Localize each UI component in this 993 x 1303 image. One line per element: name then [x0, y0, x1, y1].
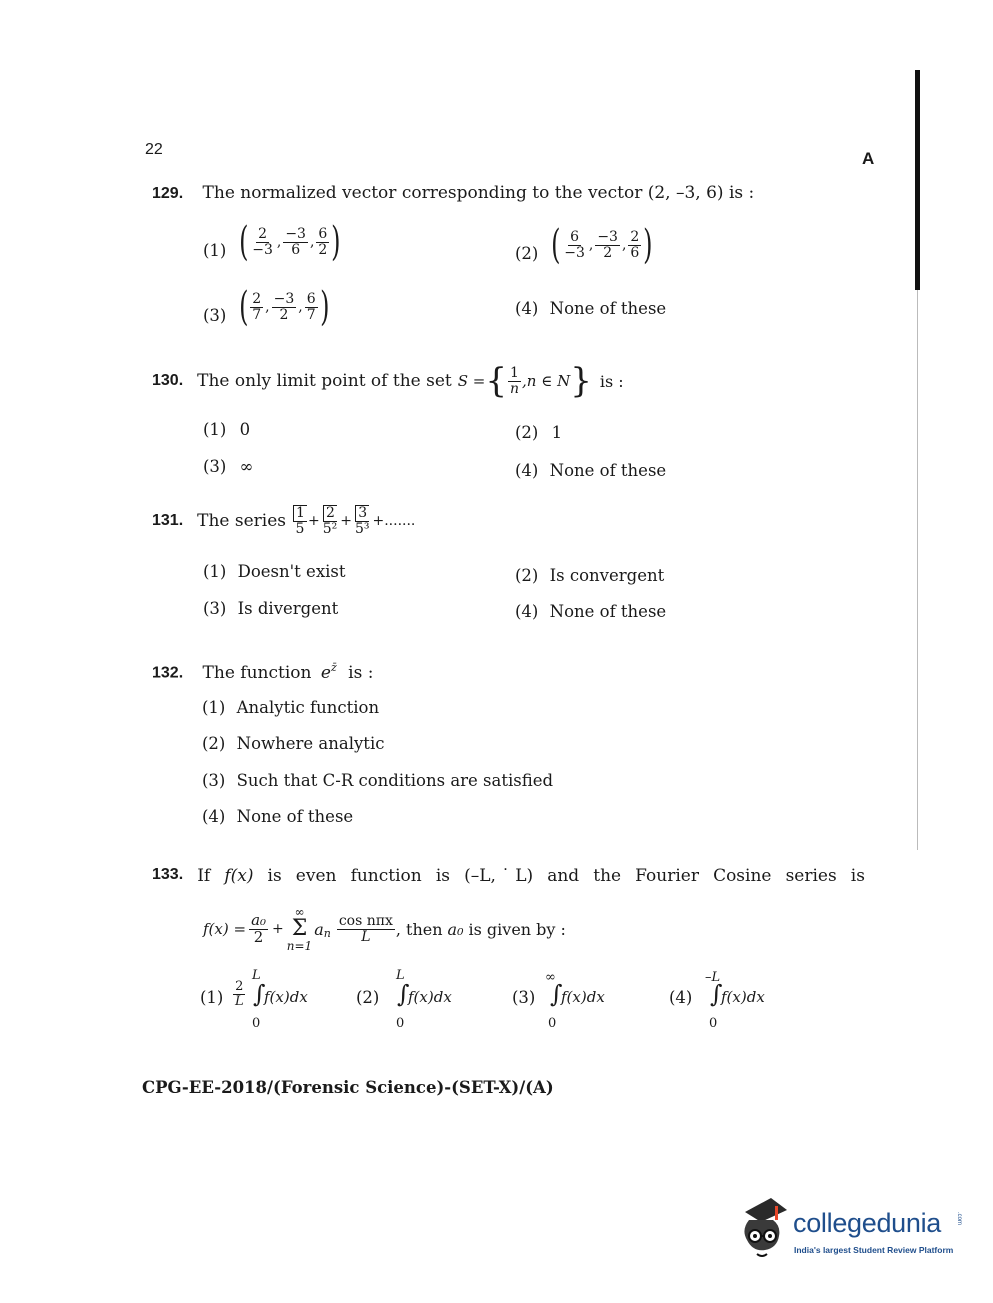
left-brace: {	[485, 361, 507, 401]
option-text: None of these	[549, 461, 667, 480]
option-text: ∞	[239, 457, 254, 476]
word: f(x)	[224, 866, 254, 886]
series-term-3: $\frac{3}{\text{5³}}$	[354, 505, 370, 537]
coefficient-subscript: n	[323, 927, 331, 940]
upper-limit: –L	[705, 970, 721, 985]
plus-sign: +	[340, 513, 352, 529]
integral-sign: ∫	[710, 980, 723, 1008]
option-label: (2)	[356, 988, 380, 1007]
coefficient-2-over-L: $\frac{2}{L}$	[235, 979, 244, 1009]
question-132	[152, 661, 373, 683]
option-text: Analytic function	[236, 698, 380, 717]
q130-option-1[interactable]	[203, 420, 250, 439]
q129-option-2[interactable]	[515, 222, 654, 268]
question-suffix: is :	[348, 662, 374, 683]
brand-name: collegedunia	[793, 1208, 942, 1238]
option-label: (1)	[202, 698, 226, 717]
word: even	[295, 866, 337, 886]
word: is	[850, 866, 865, 886]
option-text: Doesn't exist	[237, 562, 346, 581]
option-label: (1)	[203, 562, 227, 581]
formula-tail-2: is given by :	[468, 919, 566, 939]
question-133	[152, 866, 865, 886]
vector-expression: ( $\frac{2}{7}$ , $\frac{-3}{2}$ , $\frac{6}{7}$ )	[238, 284, 330, 330]
option-label: (1)	[200, 988, 224, 1007]
question-text: The series	[197, 511, 287, 531]
integral-sign: ∫	[397, 980, 410, 1008]
function-base: e	[320, 662, 331, 683]
q129-option-1[interactable]	[203, 219, 342, 265]
word: series	[785, 866, 837, 886]
scan-edge-line	[915, 70, 920, 290]
q131-option-1[interactable]	[203, 562, 346, 581]
question-text: The only limit point of the set	[197, 371, 452, 391]
q130-option-3[interactable]	[203, 457, 253, 476]
scan-edge-line-faint	[917, 290, 918, 850]
series-term-2: $\frac{2}{\text{5²}}$	[322, 505, 338, 537]
option-text: None of these	[549, 299, 667, 318]
plus-sign: +	[272, 921, 284, 937]
brand-logo[interactable]	[735, 1196, 965, 1266]
option-label: (4)	[515, 461, 539, 480]
option-text: Nowhere analytic	[236, 734, 385, 753]
word: If	[197, 866, 211, 886]
paper-code: CPG-EE-2018/(Forensic Science)-(SET-X)/(A)	[142, 1078, 554, 1097]
set-label: A	[862, 149, 875, 168]
mascot-icon	[735, 1196, 793, 1260]
formula-lhs: f(x) =	[203, 920, 247, 938]
question-number: 130.	[152, 372, 184, 389]
q131-option-4[interactable]	[515, 602, 666, 621]
a0-over-2: $\frac{\text{a₀}}{2}$	[251, 910, 267, 946]
question-131	[152, 498, 415, 544]
upper-limit: L	[252, 968, 261, 983]
sigma-symbol: Σ	[291, 916, 308, 941]
option-label: (3)	[202, 771, 226, 790]
lower-limit: 0	[709, 1016, 718, 1031]
sum-upper-limit: ∞	[294, 905, 305, 919]
integral-sign: ∫	[253, 980, 266, 1008]
option-label: (4)	[515, 602, 539, 621]
question-number: 133.	[152, 866, 184, 883]
question-text: The function	[202, 662, 312, 683]
q131-option-3[interactable]	[203, 599, 338, 618]
option-text: 1	[551, 423, 563, 442]
question-text: The normalized vector corresponding to the vector (2, –3, 6) is :	[202, 183, 755, 203]
word: and	[547, 866, 580, 886]
set-lhs: S =	[457, 372, 486, 390]
option-label: (1)	[203, 420, 227, 439]
option-label: (2)	[202, 734, 226, 753]
option-label: (4)	[202, 807, 226, 826]
word: is	[267, 866, 282, 886]
word: Cosine	[713, 866, 772, 886]
q133-option-4[interactable]	[669, 968, 799, 1036]
set-fraction: $\frac{1}{n}$	[509, 364, 520, 397]
page-number: 22	[145, 141, 163, 158]
question-number: 129.	[152, 185, 184, 202]
plus-sign: +	[307, 513, 320, 529]
question-number: 132.	[152, 664, 184, 682]
series-tail: +.......	[372, 513, 416, 529]
option-text: None of these	[549, 602, 667, 621]
q130-option-4[interactable]	[515, 461, 666, 480]
q131-option-2[interactable]	[515, 566, 664, 585]
q132-option-3[interactable]	[202, 771, 553, 790]
upper-limit: ∞	[545, 970, 556, 985]
summation	[287, 906, 312, 952]
word: the	[593, 866, 622, 886]
option-label: (3)	[203, 306, 227, 325]
option-label: (4)	[515, 299, 539, 318]
option-label: (2)	[515, 423, 539, 442]
integrand: f(x)dx	[408, 988, 452, 1006]
q133-option-1[interactable]	[200, 968, 340, 1036]
integral-sign: ∫	[550, 980, 563, 1008]
right-brace: }	[570, 361, 592, 401]
option-label: (3)	[512, 988, 536, 1007]
integrand: f(x)dx	[561, 988, 605, 1006]
option-label: (3)	[203, 457, 227, 476]
option-label: (2)	[515, 566, 539, 585]
q133-option-2[interactable]	[356, 968, 486, 1036]
option-label: (3)	[203, 599, 227, 618]
q130-option-2[interactable]	[515, 423, 562, 442]
option-text: 0	[239, 420, 251, 439]
word: (–L, ˙ L)	[464, 866, 534, 886]
option-text: None of these	[236, 807, 354, 826]
option-text: Is divergent	[237, 599, 339, 618]
word: function	[350, 866, 422, 886]
q129-option-3[interactable]	[203, 284, 330, 330]
q129-option-4[interactable]	[515, 299, 666, 318]
function-exponent: z̄	[330, 661, 337, 674]
word: Fourier	[635, 866, 699, 886]
formula-tail: , then	[395, 919, 443, 939]
option-label: (1)	[203, 241, 227, 260]
option-label: (2)	[515, 244, 539, 263]
option-label: (4)	[669, 988, 693, 1007]
option-text: Is convergent	[549, 566, 665, 585]
question-suffix: is :	[599, 371, 624, 391]
word: is	[435, 866, 450, 886]
cosine-term: $\frac{\text{cos nπx}}{L}$	[338, 912, 393, 945]
set-condition: ,n ∈ N	[522, 372, 571, 390]
upper-limit: L	[396, 968, 405, 983]
integrand: f(x)dx	[721, 988, 765, 1006]
question-129	[152, 183, 754, 203]
sum-lower-limit: n=1	[286, 939, 313, 953]
vector-expression: ( $\frac{6}{-3}$ , $\frac{-3}{2}$ , $\frac{2}{6}$ )	[550, 222, 653, 268]
brand-dot-com: .com	[956, 1212, 962, 1226]
vector-expression: ( $\frac{2}{-3}$ , $\frac{-3}{6}$ , $\frac{6}{2}$ )	[238, 219, 341, 265]
brand-tagline: India's largest Student Review Platform	[794, 1245, 954, 1255]
q132-option-2[interactable]	[202, 734, 384, 753]
lower-limit: 0	[548, 1016, 557, 1031]
option-text: Such that C-R conditions are satisfied	[236, 771, 554, 790]
coefficient-an: a	[314, 919, 324, 939]
lower-limit: 0	[396, 1016, 405, 1031]
q132-option-4[interactable]	[202, 807, 353, 826]
q133-option-3[interactable]	[512, 968, 642, 1036]
fourier-series-formula	[203, 900, 566, 958]
a0-symbol: a₀	[447, 919, 464, 939]
question-130	[152, 359, 624, 403]
q132-option-1[interactable]	[202, 698, 379, 717]
lower-limit: 0	[252, 1016, 261, 1031]
series-term-1: $\frac{1}{5}$	[293, 505, 307, 536]
question-number: 131.	[152, 512, 184, 529]
integrand: f(x)dx	[264, 988, 308, 1006]
